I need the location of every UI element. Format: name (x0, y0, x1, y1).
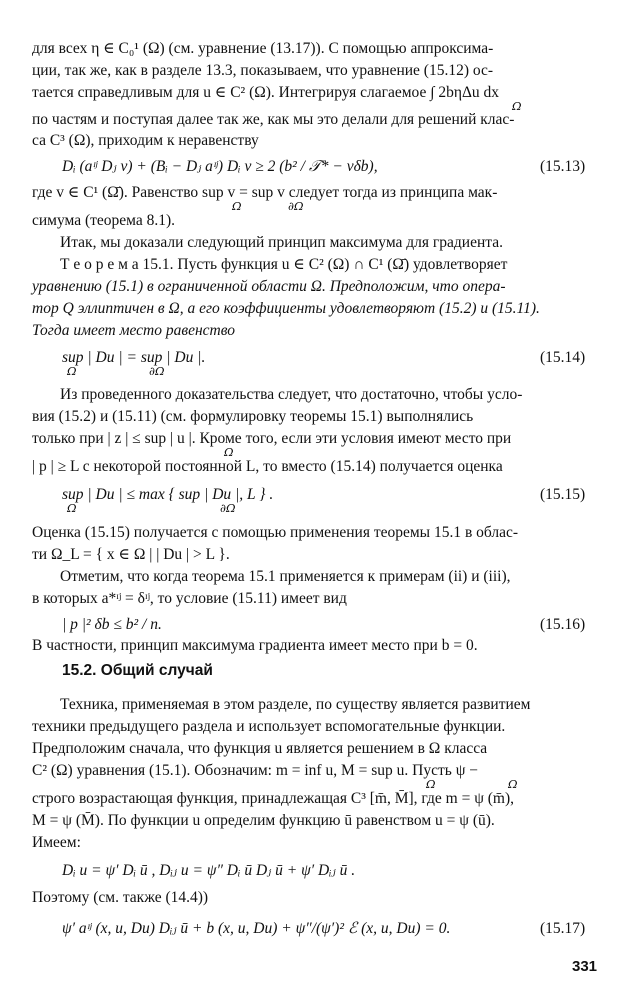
equation-number: (15.15) (540, 486, 586, 503)
text-line: Имеем: (32, 834, 81, 851)
inf-subscript: Ω (426, 777, 436, 791)
text-line: В частности, принцип максимума градиента имеет место при b = 0. (32, 637, 478, 654)
sup-subscript: Ω (67, 501, 77, 515)
equation: Dᵢ u = ψ′ Dᵢ ū , Dᵢⱼ u = ψ″ Dᵢ ū Dⱼ ū + ψ′ Dᵢⱼ ū . (62, 862, 356, 879)
sup-subscript: Ω (232, 199, 242, 213)
equation-number: (15.17) (540, 920, 586, 937)
theorem-line: уравнению (15.1) в ограниченной области Ω. Предположим, что опера- (32, 278, 506, 295)
section-heading: 15.2. Общий случай (62, 662, 213, 679)
text-line: тается справедливым для u ∈ C² (Ω). Интегрируя слагаемое ∫ 2bηΔu dx (32, 84, 500, 101)
sup-subscript: Ω (508, 777, 518, 791)
text-line: строго возрастающая функция, принадлежащая C³ [m̄, M̄], где m = ψ (m̄), (32, 790, 515, 807)
theorem-line: Т е о р е м а 15.1. Пусть функция u ∈ C² (Ω) ∩ C¹ (Ω̄) удовлетворяет (60, 256, 508, 273)
integral-subscript: Ω (512, 99, 522, 113)
equation: ψ′ aᶦʲ (x, u, Du) Dᵢⱼ ū + b (x, u, Du) + ψ″/(ψ′)² ℰ (x, u, Du) = 0. (62, 920, 451, 937)
sup-subscript: ∂Ω (220, 501, 236, 515)
sup-subscript: Ω (67, 364, 77, 378)
equation: sup | Du | ≤ max { sup | Du |, L } . (62, 486, 274, 503)
text-line: ции, так же, как в разделе 13.3, показываем, что уравнение (15.12) ос- (32, 62, 494, 79)
text-line: Из проведенного доказательства следует, что достаточно, чтобы усло- (60, 386, 523, 403)
text-line: Техника, применяемая в этом разделе, по существу является развитием (60, 696, 531, 713)
theorem-line: Тогда имеет место равенство (32, 322, 235, 339)
text-line: ти Ω_L = { x ∈ Ω | | Du | > L }. (32, 546, 230, 563)
theorem-line: тор Q эллиптичен в Ω, а его коэффициенты удовлетворяют (15.2) и (15.11). (32, 300, 540, 317)
text-line: вия (15.2) и (15.11) (см. формулировку теоремы 15.1) выполнялись (32, 408, 474, 425)
equation: Dᵢ (aᶦʲ Dⱼ v) + (Bᵢ − Dⱼ aᶦʲ) Dᵢ v ≥ 2 (b² / 𝒯* − vδb), (62, 158, 378, 175)
text-line: где v ∈ C¹ (Ω̄). Равенство sup v = sup v следует тогда из принципа мак- (32, 184, 498, 201)
text-line: M = ψ (M̄). По функции u определим функцию ū равенством u = ψ (ū). (32, 812, 495, 829)
text-line: са C³ (Ω), приходим к неравенству (32, 132, 259, 149)
equation: | p |² δb ≤ b² / n. (62, 616, 162, 633)
sup-subscript: ∂Ω (149, 364, 165, 378)
equation: sup | Du | = sup | Du |. (62, 349, 206, 366)
text-line: в которых a*ᶦʲ = δᶦʲ, то условие (15.11) имеет вид (32, 590, 347, 607)
equation-number: (15.13) (540, 158, 586, 175)
equation-number: (15.16) (540, 616, 586, 633)
text-line: Предположим сначала, что функция u является решением в Ω класса (32, 740, 488, 757)
sup-subscript: ∂Ω (288, 199, 304, 213)
text-line: Отметим, что когда теорема 15.1 применяется к примерам (ii) и (iii), (60, 568, 511, 585)
text-line: | p | ≥ L с некоторой постоянной L, то вместо (15.14) получается оценка (32, 458, 503, 475)
text-line: техники предыдущего раздела и использует вспомогательные функции. (32, 718, 506, 735)
text-line: для всех η ∈ C₀¹ (Ω) (см. уравнение (13.17)). С помощью аппроксима- (32, 40, 494, 57)
text-line: Оценка (15.15) получается с помощью применения теоремы 15.1 в облас- (32, 524, 519, 541)
text-line: по частям и поступая далее так же, как мы это делали для решений клас- (32, 111, 515, 128)
text-line: Итак, мы доказали следующий принцип максимума для градиента. (60, 234, 503, 251)
equation-number: (15.14) (540, 349, 586, 366)
text-line: только при | z | ≤ sup | u |. Кроме того, если эти условия имеют место при (32, 430, 512, 447)
sup-subscript: Ω (224, 445, 234, 459)
text-line: симума (теорема 8.1). (32, 212, 176, 229)
page-number: 331 (572, 958, 598, 975)
text-line: Поэтому (см. также (14.4)) (32, 889, 209, 906)
text-line: C² (Ω) уравнения (15.1). Обозначим: m = inf u, M = sup u. Пусть ψ − (32, 762, 479, 779)
